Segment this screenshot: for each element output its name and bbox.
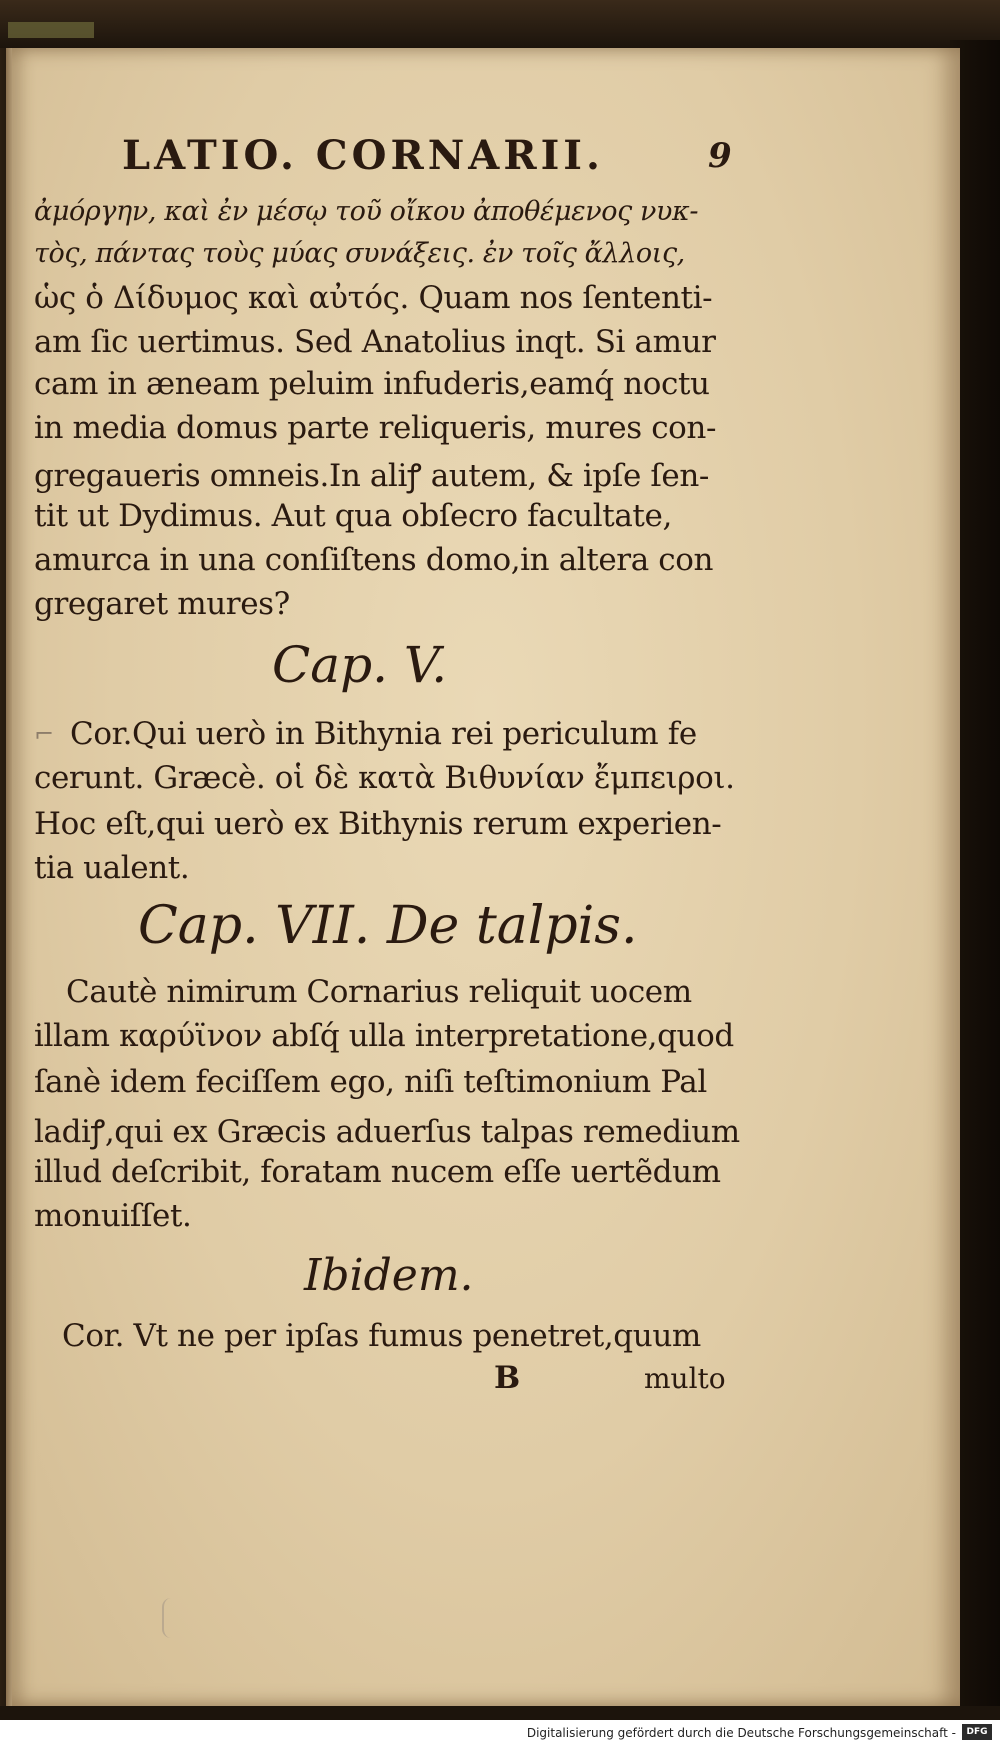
text-line: am ſic uertimus. Sed Anatolius inqt. Si amur [34,324,716,360]
text-line: ſanè idem feciſſem ego, niſi teſtimonium Pal [34,1064,707,1100]
running-head-title: LATIO. CORNARII. [122,132,604,179]
chapter-heading-cap-v: Cap. V. [272,636,448,694]
text-line: gregaret mures? [34,586,290,622]
scan-top-edge [0,0,1000,48]
dfg-logo: DFG [962,1724,992,1740]
section-heading-ibidem: Ibidem. [304,1250,474,1301]
text-line: in media domus parte reliqueris, mures con- [34,410,717,446]
text-line: cam in æneam peluim infuderis,eamq́ noctu [34,366,710,402]
margin-mark: ⌐ [34,720,55,748]
text-line: cerunt. Græcè. οἱ δὲ κατὰ Βιθυνίαν ἔμπειροι. [34,760,735,796]
scan-bottom-edge [0,1706,1000,1720]
text-line: tia ualent. [34,850,190,886]
text-line: Cautè nimirum Cornarius reliquit uocem [66,974,692,1010]
text-line: Cor.Qui uerò in Bithynia rei periculum fe [70,716,697,752]
text-line: amurca in una conſiſtens domo,in altera con [34,542,714,578]
text-line: gregaueris omneis.In aliꝭ autem, & ipſe ſen- [34,458,710,494]
text-line: illam καρύϊνον abſq́ ulla interpretatione,quod [34,1018,734,1054]
catchword: multo [644,1362,726,1395]
chapter-heading-cap-vii: Cap. VII. De talpis. [138,896,638,956]
text-line: ladiꝭ,qui ex Græcis aduerſus talpas remedium [34,1114,740,1150]
text-line: Hoc eſt,qui uerò ex Bithynis rerum experien- [34,806,722,842]
text-line: tit ut Dydimus. Aut qua obſecro facultate, [34,498,672,534]
text-line: Cor. Vt ne per ipſas fumus penetret,quum [62,1318,701,1354]
text-line: ὡς ὁ Δίδυμος καὶ αὐτός. Quam nos ſententi- [34,280,713,316]
text-line: illud deſcribit, foratam nucem eſſe uertẽdum [34,1154,721,1190]
footer-band [0,1706,1000,1744]
text-line: ἀμόργην, καὶ ἐν μέσῳ τοῦ οἴκου ἀποθέμενος νυκ- [34,196,699,227]
page-stain [162,1598,180,1638]
signature-mark: B [494,1360,521,1396]
text-line: monuiſſet. [34,1198,192,1234]
digitization-credit: Digitalisierung gefördert durch die Deutsche Forschungsgemeinschaft - [526,1726,956,1740]
folio-number: 9 [708,136,732,176]
running-head [122,132,742,192]
text-line: τὸς, πάντας τοὺς μύας συνάξεις. ἐν τοῖς ἄλλοις, [34,238,685,269]
